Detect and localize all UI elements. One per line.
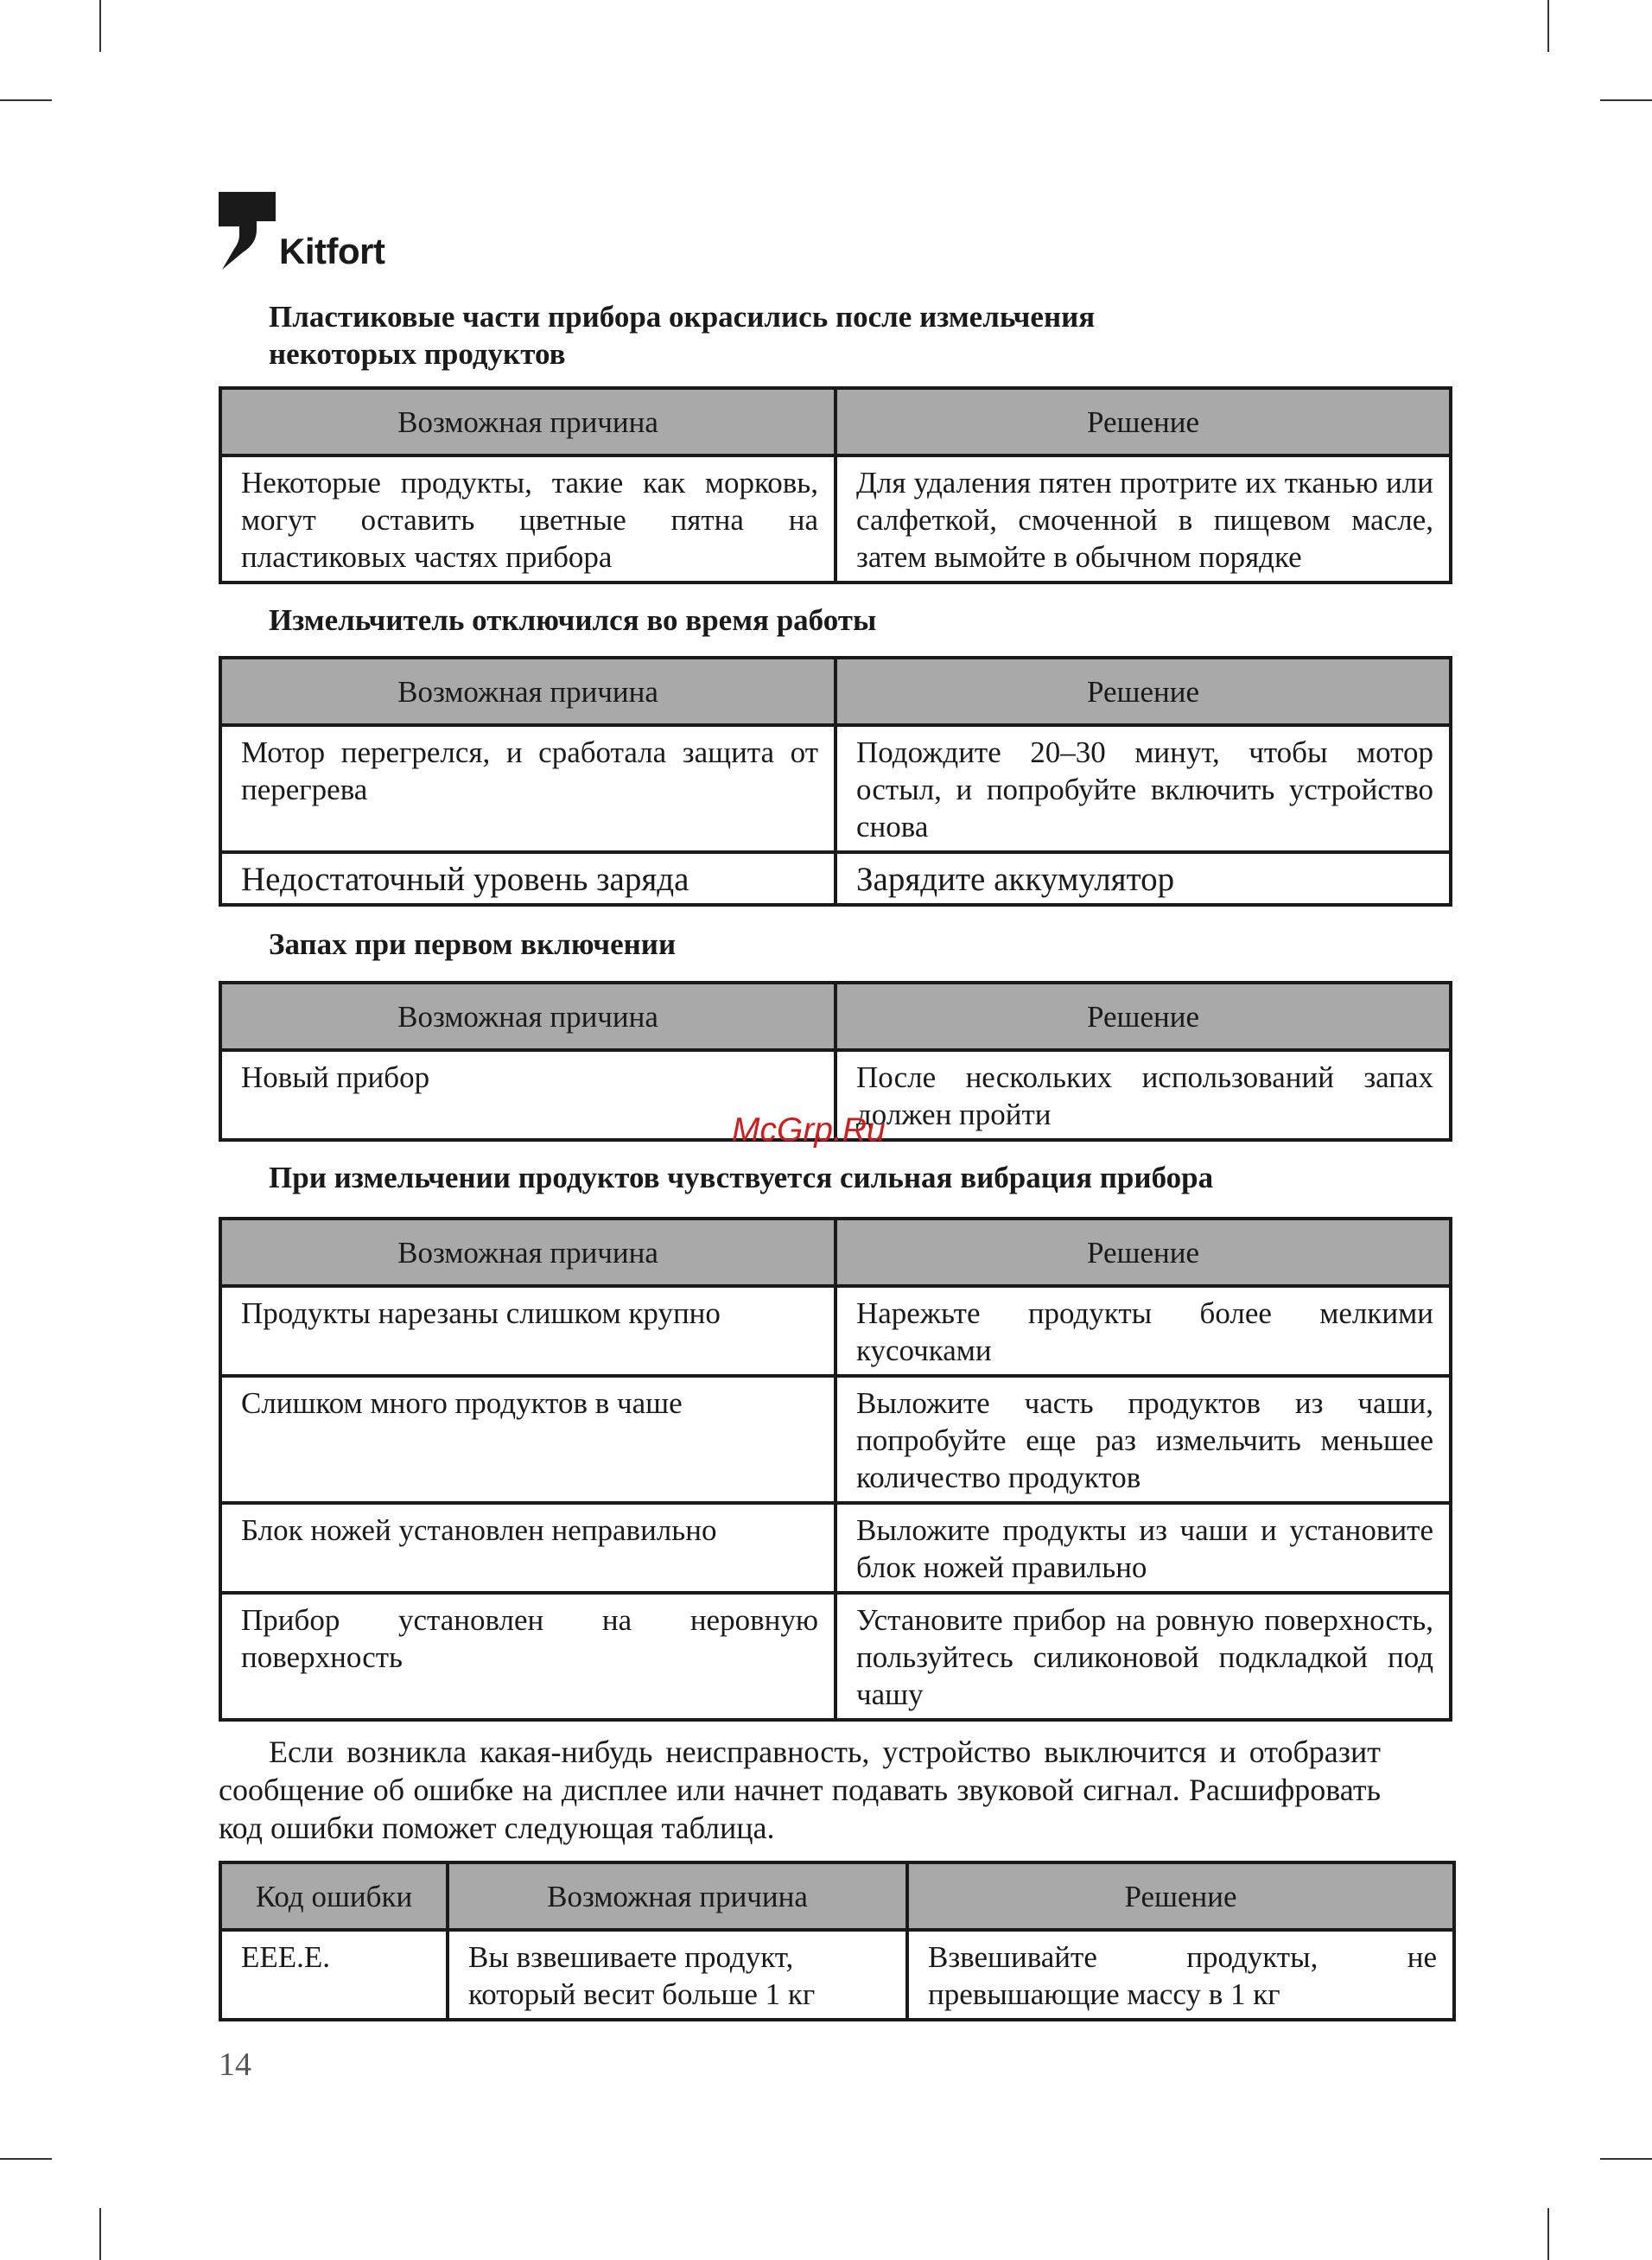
header-solution: Решение xyxy=(907,1862,1454,1930)
solution-cell: Выложите часть продуктов из чаши, попробуйте еще раз измельчить меньшее количество продуктов xyxy=(836,1376,1451,1503)
troubleshooting-table xyxy=(219,386,1452,584)
header-solution: Решение xyxy=(836,658,1451,725)
crop-mark xyxy=(99,0,101,52)
crop-mark xyxy=(99,2208,101,2260)
brand-logo xyxy=(219,192,384,270)
section-title: Измельчитель отключился во время работы xyxy=(269,603,877,637)
table-row xyxy=(220,1593,1451,1720)
solution-cell: Зарядите аккумулятор xyxy=(836,852,1451,905)
table-row xyxy=(220,725,1451,852)
table-row xyxy=(220,1376,1451,1503)
cause-cell: Некоторые продукты, такие как морковь, могут оставить цветные пятна на пластиковых частях прибора xyxy=(220,455,836,583)
section-title: Запах при первом включении xyxy=(269,927,677,961)
brand-logo-text: Kitfort xyxy=(279,231,385,271)
crop-mark xyxy=(0,2158,52,2160)
crop-mark xyxy=(1547,0,1549,52)
header-cause: Возможная причина xyxy=(448,1862,907,1930)
cause-cell: Мотор перегрелся, и сработала защита от перегрева xyxy=(220,725,836,852)
solution-cell: Установите прибор на ровную поверхность, пользуйтесь силиконовой подкладкой под чашу xyxy=(836,1593,1451,1720)
error-code-table xyxy=(219,1861,1456,2021)
page-number: 14 xyxy=(219,2047,251,2083)
error-code-cell: EEE.E. xyxy=(220,1930,448,2020)
cause-cell: Новый прибор xyxy=(220,1050,836,1140)
header-solution: Решение xyxy=(836,1219,1451,1286)
header-solution: Решение xyxy=(836,983,1451,1050)
table-row xyxy=(220,852,1451,905)
crop-mark xyxy=(0,99,52,101)
cause-cell: Вы взвешиваете продукт, который весит больше 1 кг xyxy=(448,1930,907,2020)
header-solution: Решение xyxy=(836,388,1451,455)
header-error-code: Код ошибки xyxy=(220,1862,448,1930)
troubleshooting-table xyxy=(219,656,1452,907)
header-cause: Возможная причина xyxy=(220,388,836,455)
solution-cell: После нескольких использований запах должен пройти xyxy=(836,1050,1451,1140)
cause-cell: Продукты нарезаны слишком крупно xyxy=(220,1286,836,1376)
crop-mark xyxy=(1547,2208,1549,2260)
cause-cell: Блок ножей установлен неправильно xyxy=(220,1503,836,1593)
table-row xyxy=(220,1503,1451,1593)
section-title: Пластиковые части прибора окрасились после измельчения некоторых продуктов xyxy=(269,300,1096,371)
table-row xyxy=(220,1286,1451,1376)
solution-cell: Взвешивайте продукты, не превышающие массу в 1 кг xyxy=(907,1930,1454,2020)
troubleshooting-table xyxy=(219,1217,1452,1722)
solution-cell: Выложите продукты из чаши и установите блок ножей правильно xyxy=(836,1503,1451,1593)
table-row xyxy=(220,1930,1454,2020)
header-cause: Возможная причина xyxy=(220,1219,836,1286)
crop-mark xyxy=(1600,99,1652,101)
solution-cell: Подождите 20–30 минут, чтобы мотор остыл, и попробуйте включить устройство снова xyxy=(836,725,1451,852)
cause-cell: Недостаточный уровень заряда xyxy=(220,852,836,905)
watermark: McGrp.Ru xyxy=(732,1111,886,1149)
header-cause: Возможная причина xyxy=(220,658,836,725)
cause-cell: Слишком много продуктов в чаше xyxy=(220,1376,836,1503)
cause-cell: Прибор установлен на неровную поверхность xyxy=(220,1593,836,1720)
table-row xyxy=(220,455,1451,583)
header-cause: Возможная причина xyxy=(220,983,836,1050)
brand-logo-icon xyxy=(219,192,276,270)
solution-cell: Нарежьте продукты более мелкими кусочками xyxy=(836,1286,1451,1376)
crop-mark xyxy=(1600,2158,1652,2160)
error-paragraph: Если возникла какая-нибудь неисправность, устройство выключится и отобразит сообщение об ошибке на дисплее или начнет подавать звуковой сигнал. Расшифровать код ошибки поможет следующая таблица. xyxy=(219,1735,1381,1845)
section-title: При измельчении продуктов чувствуется сильная вибрация прибора xyxy=(269,1161,1214,1194)
solution-cell: Для удаления пятен протрите их тканью или салфеткой, смоченной в пищевом масле, затем вымойте в обычном порядке xyxy=(836,455,1451,583)
